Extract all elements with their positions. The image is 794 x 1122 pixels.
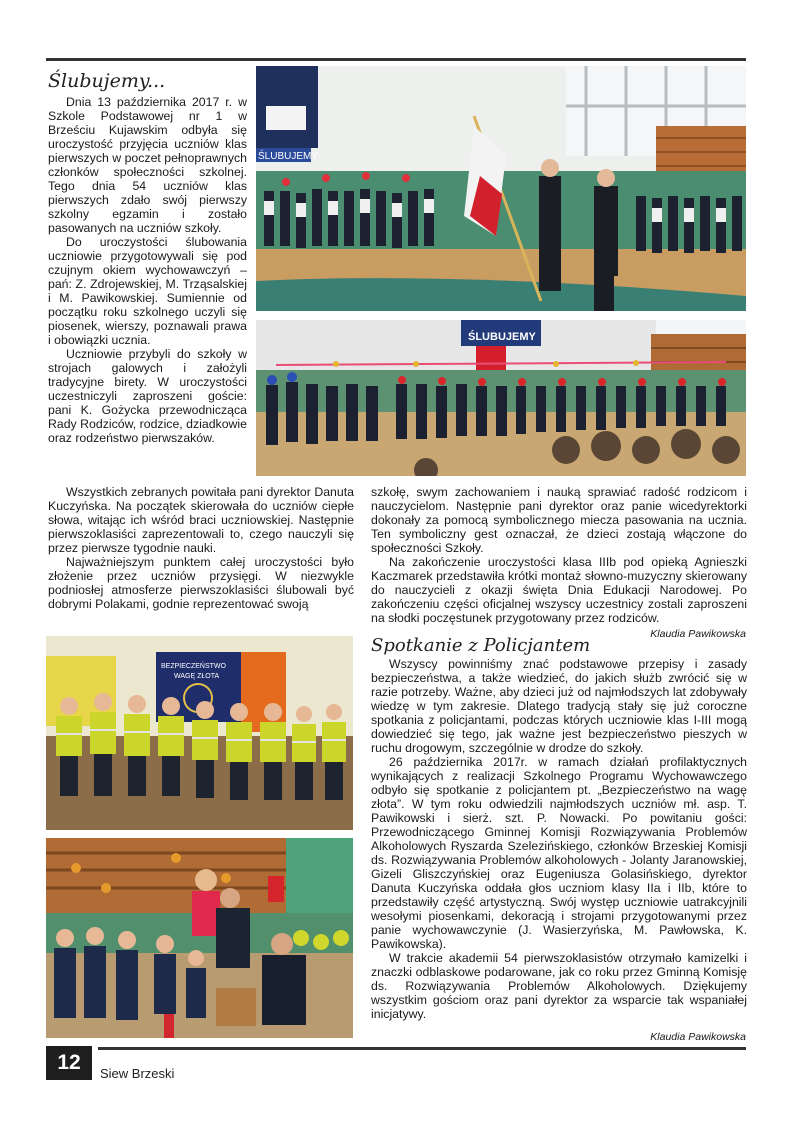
article2-paragraph: 26 października 2017r. w ramach działań profilaktycznych wynikających z realizacji Szkolnego Programu Wychowawczego odbyło się spotkanie z policjantem pt. „Bezpieczeństwo na wagę złota”. W tym roku odwiedzili najmłodszych uczniów mł. asp. T. Pawikowski i sierż. szt. P. Nowacki. Po powitaniu gości: Przewodniczącego Gminnej Komisji Rozwiązywania Problemów Alkoholowych Ryszarda Szelezińskiego, członków Brzeskiej Komisji ds. Rozwiązywania Problemów alkoholowych - Jolanty Jaranowskiej, Gizeli Gliszczyńskiej oraz Eugeniusza Golasińskiego, dyrektor Danuta Kuczyńska oddała głos uczniom klasy IIa i IIb, które to przedstawiły część artystyczną. Swój występ uczniowie uatrakcyjnili wesołymi piosenkami, dekoracją i strojami przygotowanymi przez panie wychowawczynie (J. Wasierzyńska, M. Pawłowska, K. Pawikowska).	[371, 755, 747, 951]
photo-oath-ceremony	[256, 66, 746, 311]
article1-paragraph: Najważniejszym punktem całej uroczystości było złożenie przez uczniów przysięgi. W niezwykle podniosłej atmosferze pierwszoklasiści ślubowali być dobrymi Polakami, godnie reprezentować swoją	[48, 555, 354, 611]
article2-col	[371, 657, 747, 1021]
article1-paragraph: Dnia 13 października 2017 r. w Szkole Podstawowej nr 1 w Brześciu Kujawskim odbyła się uroczystość przyjęcia uczniów klas pierwszych w poczet pełnoprawnych członków społeczności szkolnej. Tego dnia 54 uczniów klas pierwszych zdało swój pierwszy szkolny egzamin i zostało pasowanych na uczniów szkoły.	[48, 95, 247, 235]
article2-title: Spotkanie z Policjantem	[371, 635, 591, 656]
photo-gym-assembly	[256, 320, 746, 476]
article2-signature: Klaudia Pawikowska	[650, 1031, 746, 1043]
photo1-banner-text: ŚLUBUJEMY	[258, 151, 319, 162]
photo-police-visit	[46, 838, 353, 1038]
bottom-rule	[98, 1047, 746, 1050]
photo-reflective-vests	[46, 636, 353, 830]
article1-signature: Klaudia Pawikowska	[650, 628, 746, 640]
article1-title: Ślubujemy...	[48, 70, 166, 92]
top-rule	[46, 58, 746, 61]
photo3-banner-text: BEZPIECZEŃSTWO	[161, 663, 226, 670]
article1-paragraph: szkołę, swym zachowaniem i nauką sprawiać radość rodzicom i nauczycielom. Następnie pani dyrektor oraz panie wicedyrektorki dokonały za pomocą symbolicznego miecza pasowania na ucznia. Ten symboliczny gest oznaczał, że dzieci zostają włączone do społeczności Szkoły.	[371, 485, 747, 555]
article2-paragraph: Wszyscy powinniśmy znać podstawowe przepisy i zasady bezpieczeństwa, a także wiedzieć, do jakich służb zwrócić się w razie potrzeby. Ważne, aby dzieci już od najmłodszych lat zdobywały wiedzę w tym zakresie. Dlatego tradycją stały się już coroczne spotkania z policjantami, podczas których uczniowie klas I-III mogą dowiedzieć się tego, jak ważne jest bezpieczeństwo pieszych w ruchu drogowym, szczególnie w drodze do szkoły.	[371, 657, 747, 755]
article1-col-wide	[48, 485, 354, 611]
article1-paragraph: Uczniowie przybyli do szkoły w strojach galowych i założyli tradycyjne birety. W uroczystości uczestniczyli zaproszeni goście: pani K. Gożycka przewodnicząca Rady Rodziców, rodzice, dziadkowie oraz rodzeństwo pierwszaków.	[48, 347, 247, 445]
article1-col-right	[371, 485, 747, 625]
page-number: 12	[46, 1046, 92, 1080]
article1-paragraph: Do uroczystości ślubowania uczniowie przygotowywali się pod czujnym okiem wychowawczyń – pań: Z. Zdrojewskiej, M. Trząsalskiej i M. Pawikowskiej. Sumiennie od początku roku szkolnego uczyli się piosenek, wierszy, poznawali prawa i obowiązki ucznia.	[48, 235, 247, 347]
article2-paragraph: W trakcie akademii 54 pierwszoklasistów otrzymało kamizelki i znaczki odblaskowe podarowane, jak co roku przez Gminną Komisję ds. Rozwiązywania Problemów Alkoholowych. Dziękujemy wszystkim gościom oraz pani dyrektor za wsparcie tak wspaniałej inicjatywy.	[371, 951, 747, 1021]
article1-paragraph: Wszystkich zebranych powitała pani dyrektor Danuta Kuczyńska. Na początek skierowała do uczniów ciepłe słowa, witając ich wśród braci uczniowskiej. Następnie pierwszoklasiści zaprezentowali to, czego nauczyli się przez pierwsze tygodnie nauki.	[48, 485, 354, 555]
article1-col-narrow	[48, 95, 247, 445]
article1-paragraph: Na zakończenie uroczystości klasa IIIb pod opieką Agnieszki Kaczmarek przedstawiła krótki montaż słowno-muzyczny skierowany do nauczycieli z okazji święta Dnia Edukacji Narodowej. Po zakończeniu części oficjalnej wszyscy uczestnicy zostali zaproszeni na słodki poczęstunek przygotowany przez rodziców.	[371, 555, 747, 625]
magazine-title: Siew Brzeski	[100, 1066, 175, 1081]
photo3-banner-text: WAGĘ ZŁOTA	[174, 673, 220, 680]
photo2-banner-text: ŚLUBUJEMY	[468, 331, 536, 343]
